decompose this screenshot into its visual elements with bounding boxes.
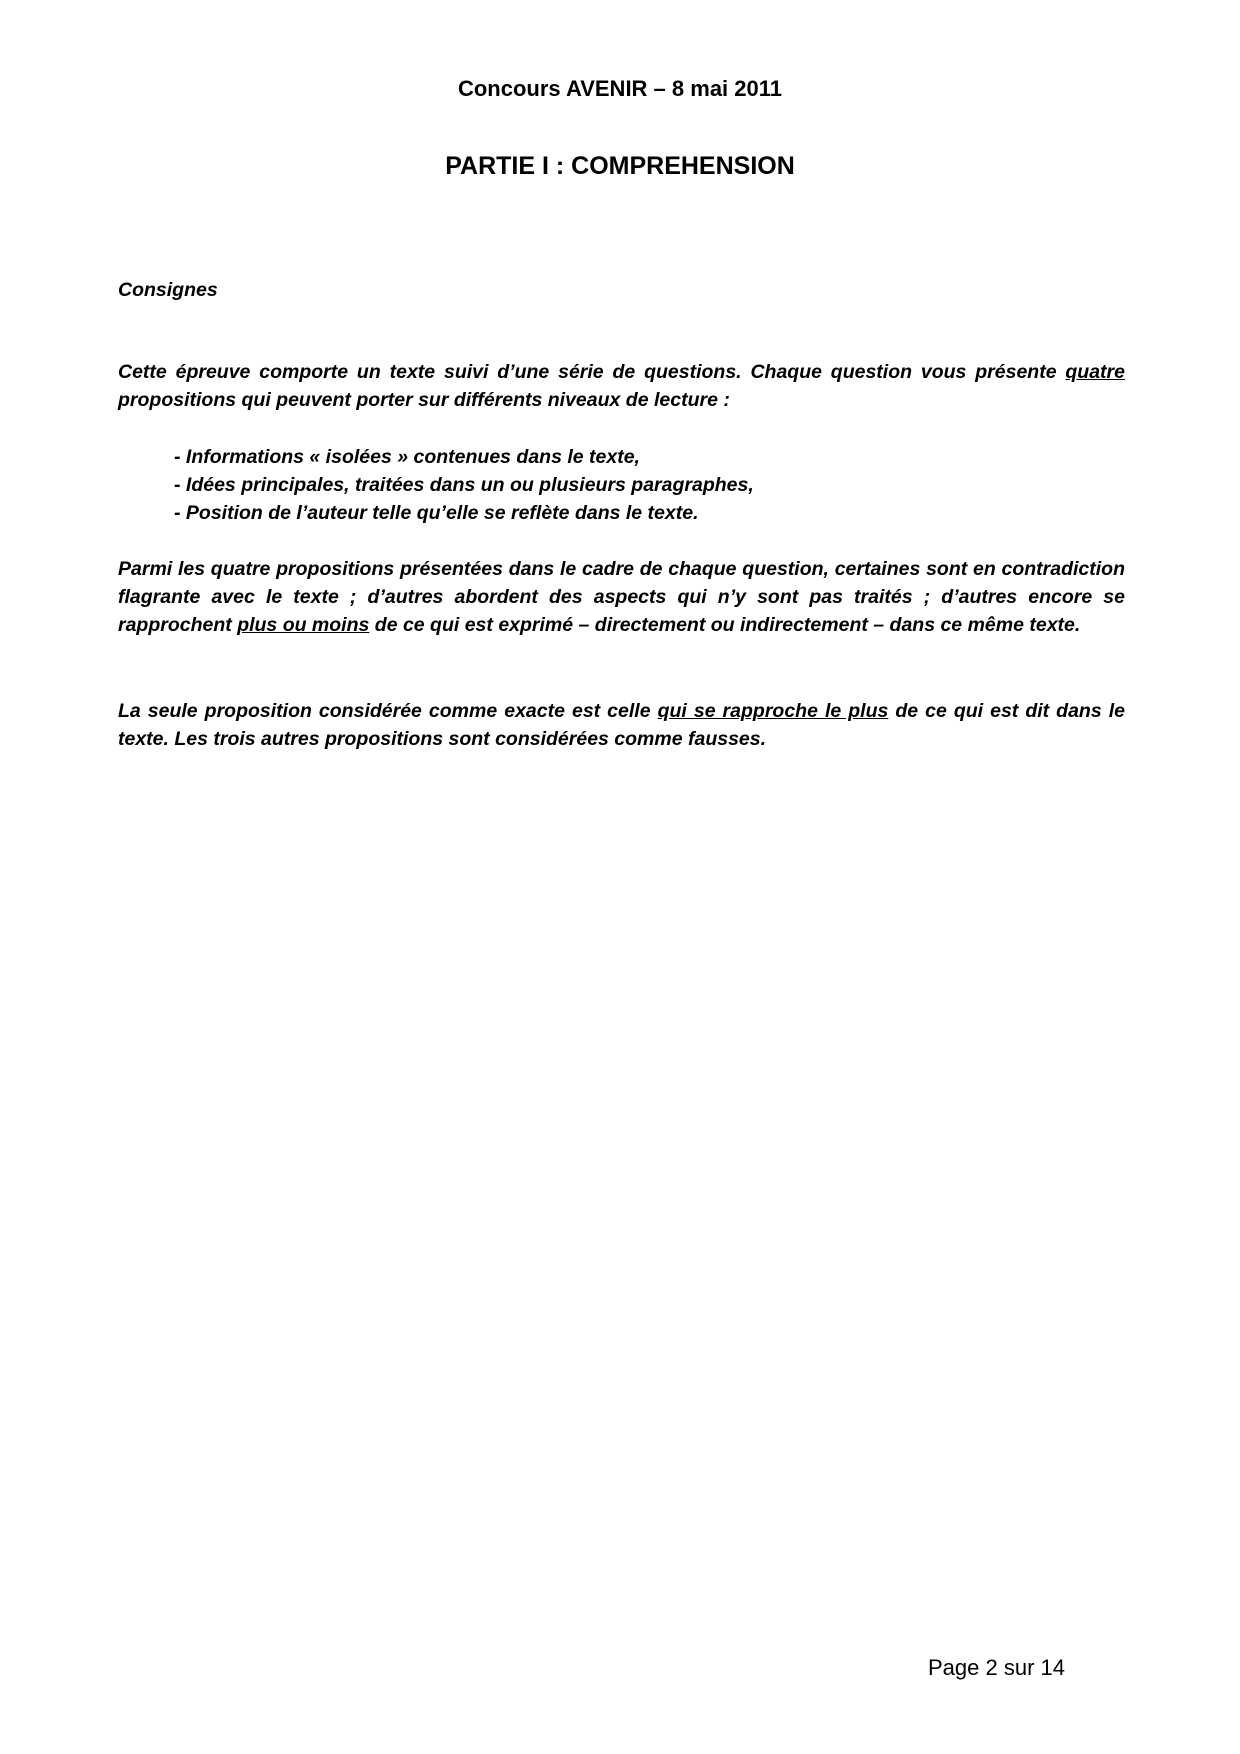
consignes-heading: Consignes bbox=[118, 279, 218, 301]
list-item: - Informations « isolées » contenues dans le texte, bbox=[174, 446, 640, 468]
document-header-title: Concours AVENIR – 8 mai 2011 bbox=[457, 76, 783, 101]
part-title: PARTIE I : COMPREHENSION bbox=[445, 152, 795, 180]
p3-text-after: de ce qui est dit dans le texte. Les trois autres propositions sont considérées comme fausses. bbox=[118, 700, 1125, 750]
p2-text-after: de ce qui est exprimé – directement ou indirectement – dans ce même texte. bbox=[369, 614, 1081, 636]
instructions-paragraph-2 bbox=[118, 555, 1125, 639]
p1-text-after: propositions qui peuvent porter sur différents niveaux de lecture : bbox=[118, 389, 730, 411]
list-item: - Idées principales, traitées dans un ou plusieurs paragraphes, bbox=[174, 474, 754, 496]
instructions-paragraph-1 bbox=[118, 358, 1125, 414]
page-number: Page 2 sur 14 bbox=[928, 1655, 1065, 1680]
p3-text-before: La seule proposition considérée comme exacte est celle bbox=[118, 700, 658, 722]
p2-underlined-text: plus ou moins bbox=[237, 614, 370, 636]
instructions-paragraph-3 bbox=[118, 697, 1125, 753]
p1-text-before: Cette épreuve comporte un texte suivi d’une série de questions. Chaque question vous présente bbox=[118, 361, 1066, 383]
reading-levels-list bbox=[174, 443, 1074, 527]
p3-underlined-text: qui se rapproche le plus bbox=[657, 700, 889, 722]
p2-text-before: Parmi les quatre propositions présentées dans le cadre de chaque question, certaines sont en contradiction flagrante avec le texte ; d’autres abordent des aspects qui n’y sont pas traités ; d’autres encore se rapprochent bbox=[118, 558, 1125, 636]
list-item: - Position de l’auteur telle qu’elle se reflète dans le texte. bbox=[174, 502, 699, 524]
p1-underlined-text: quatre bbox=[1065, 361, 1125, 383]
